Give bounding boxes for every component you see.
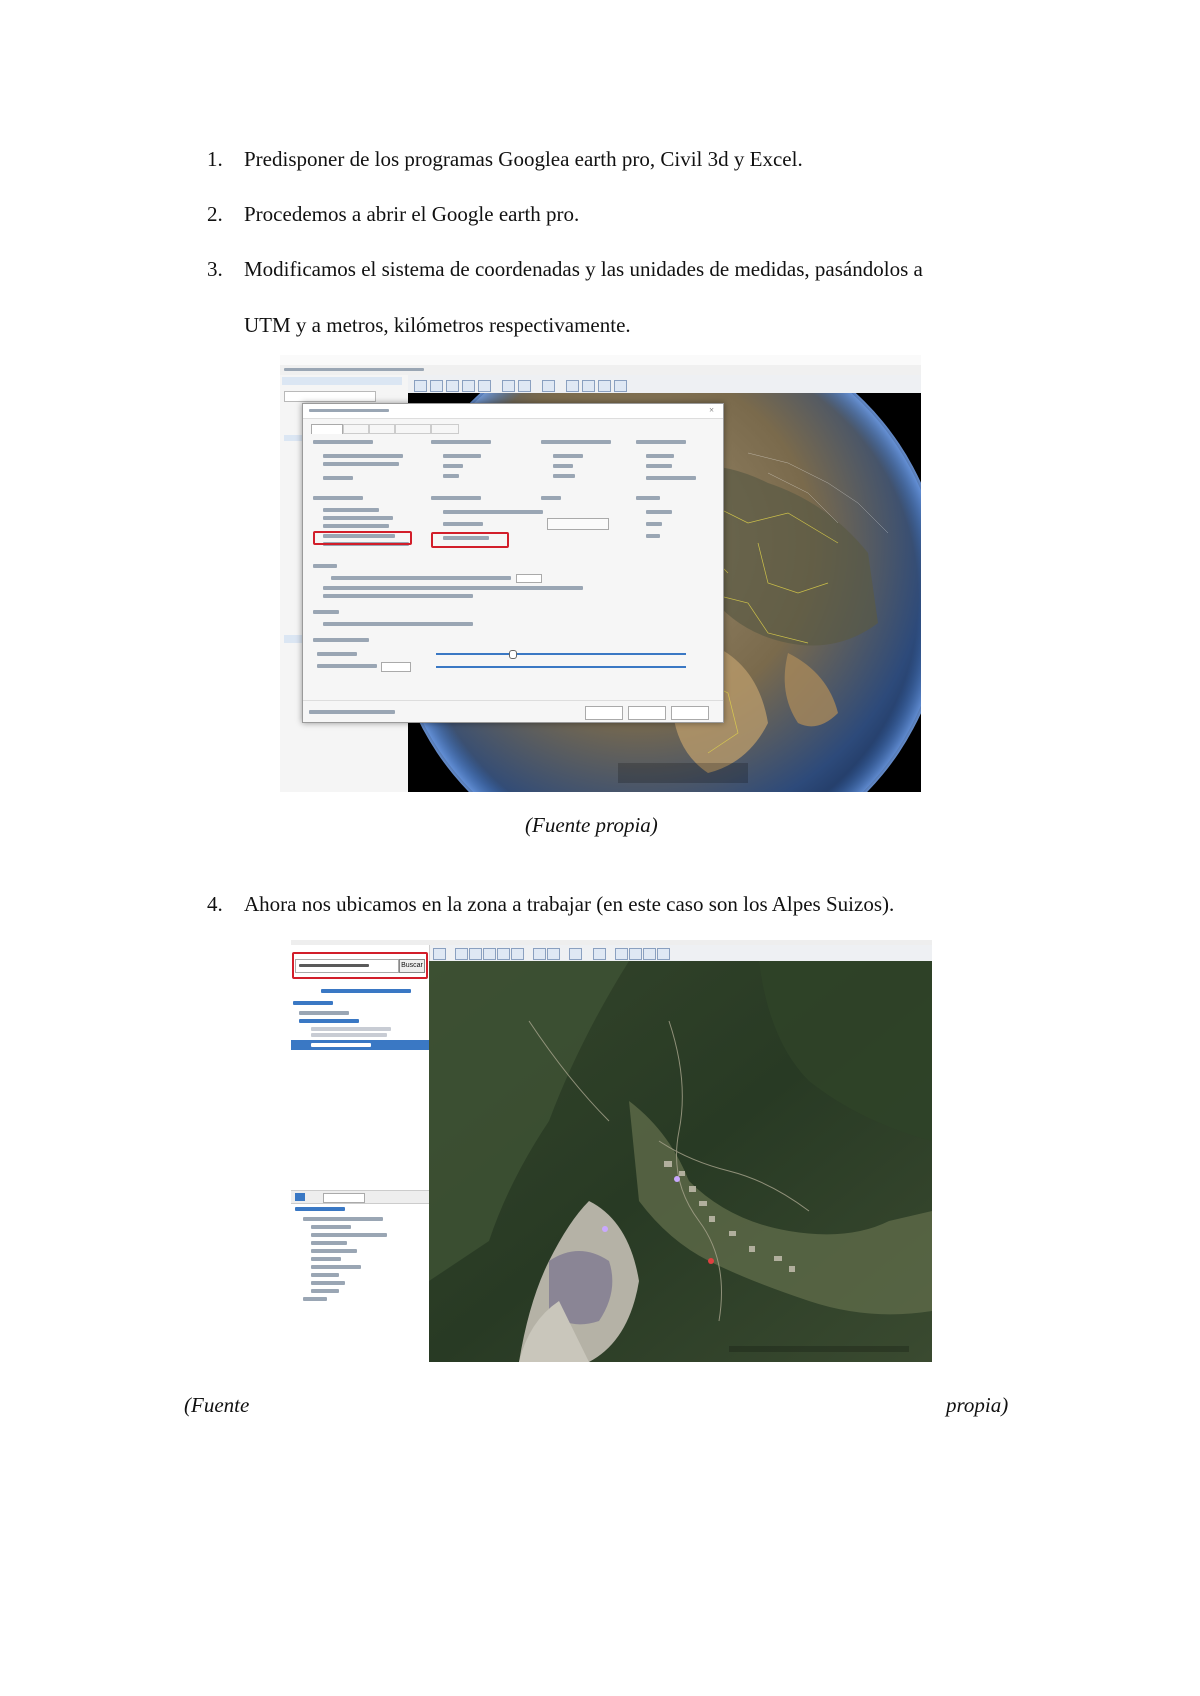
- options-terrain: [311, 564, 711, 604]
- dialog-titlebar: [303, 404, 723, 419]
- step-text: Ahora nos ubicamos en la zona a trabajar (en este caso son los Alpes Suizos).: [244, 892, 895, 916]
- highlight-search: [292, 952, 428, 979]
- slider-track[interactable]: [436, 653, 686, 655]
- caption-2-left: (Fuente: [184, 1393, 250, 1417]
- step-text: Predisponer de los programas Googlea earth pro, Civil 3d y Excel.: [244, 147, 803, 171]
- options-group-row-1: [311, 440, 711, 490]
- options-group-row-2: [311, 496, 711, 556]
- tab[interactable]: [431, 424, 459, 434]
- screenshot-swiss-alps: [291, 940, 932, 1362]
- cancel-button[interactable]: [628, 706, 666, 720]
- selected-place[interactable]: [291, 1040, 429, 1050]
- dialog-button[interactable]: [547, 518, 609, 530]
- step-number: 4.: [207, 892, 223, 916]
- screenshot-options-dialog: [280, 355, 921, 792]
- slider-handle[interactable]: [509, 650, 517, 659]
- apply-button[interactable]: [671, 706, 709, 720]
- tab[interactable]: [395, 424, 431, 434]
- search-button[interactable]: Buscar: [399, 959, 425, 973]
- layers-toolbar: [291, 1190, 429, 1204]
- close-icon[interactable]: ×: [709, 405, 715, 415]
- step-number: 3.: [207, 257, 223, 281]
- highlight-utm-option: [313, 531, 412, 545]
- options-dialog: [302, 403, 724, 723]
- tab[interactable]: [369, 424, 395, 434]
- step-text: Procedemos a abrir el Google earth pro.: [244, 202, 580, 226]
- options-sliders: [311, 638, 711, 678]
- satellite-view[interactable]: [429, 961, 932, 1362]
- step-3-continuation: UTM y a metros, kilómetros respectivamente.: [244, 313, 631, 337]
- step-text: Modificamos el sistema de coordenadas y las unidades de medidas, pasándolos a: [244, 257, 923, 281]
- app-menubar: [280, 365, 921, 375]
- toolbar: [429, 945, 932, 962]
- slider-track[interactable]: [436, 666, 686, 668]
- dialog-footer: [303, 700, 723, 723]
- caption-1: (Fuente propia): [525, 813, 658, 837]
- sidebar-panel: [291, 945, 430, 1345]
- step-number: 2.: [207, 202, 223, 226]
- highlight-metric-option: [431, 532, 509, 548]
- tab[interactable]: [343, 424, 369, 434]
- options-animation: [311, 610, 711, 630]
- dialog-tabs: [311, 424, 461, 433]
- caption-2-right: propia): [946, 1393, 1009, 1417]
- accept-button[interactable]: [585, 706, 623, 720]
- tab-active[interactable]: [311, 424, 343, 434]
- step-number: 1.: [207, 147, 223, 171]
- satellite-illustration: [429, 961, 932, 1362]
- toolbar: [408, 375, 921, 394]
